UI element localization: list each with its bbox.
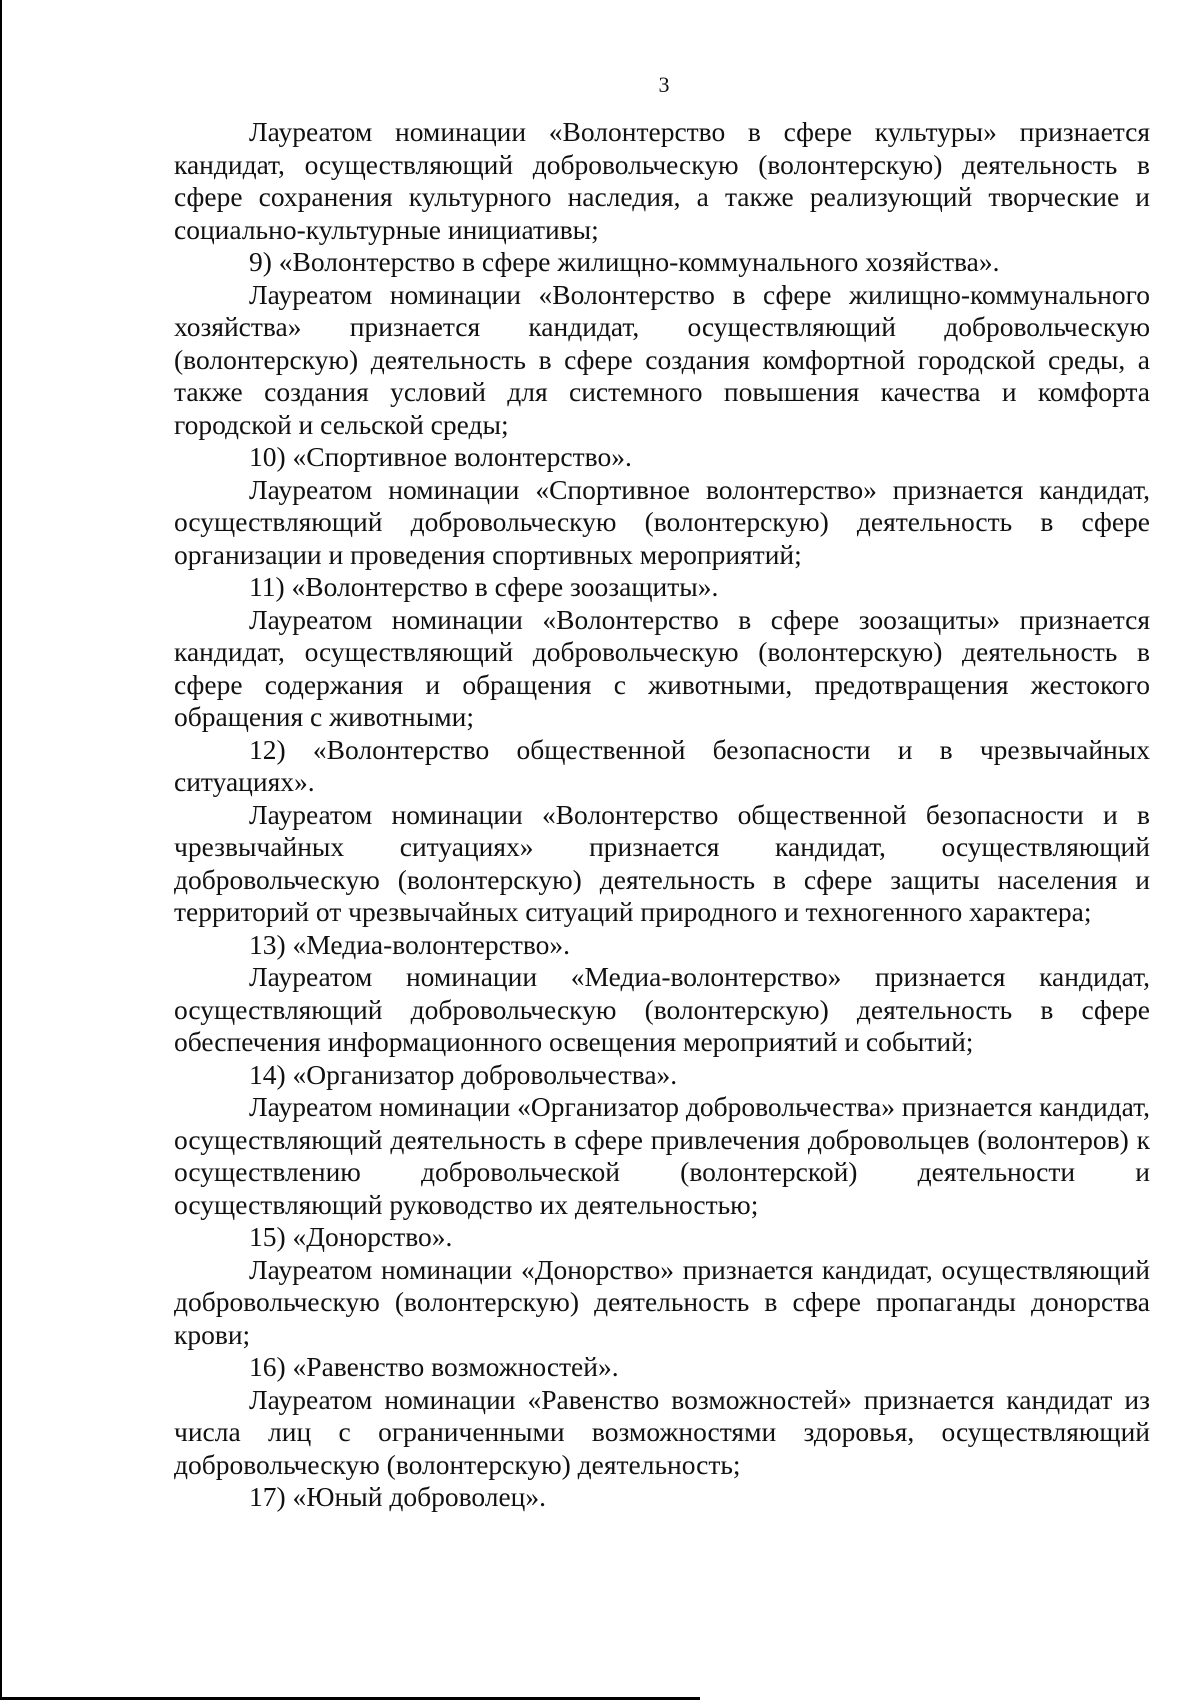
paragraph-public-safety-laureate: Лауреатом номинации «Волонтерство общественной безопасности и в чрезвычайных ситуациях» признается кандидат, осуществляющий добровольческую (волонтерскую) деятельность в сфере защиты населения и территорий от чрезвычайных ситуаций природного и техногенного характера;	[174, 798, 1150, 927]
page-number: 3	[658, 72, 670, 97]
item-15-donation: 15) «Донорство».	[249, 1221, 453, 1252]
paragraph-animal-protection-laureate: Лауреатом номинации «Волонтерство в сфере зоозащиты» признается кандидат, осуществляющий добровольческую (волонтерскую) деятельность в сфере содержания и обращения с животными, предотвращения жестокого обращения с животными;	[174, 603, 1150, 732]
item-12-public-safety: 12) «Волонтерство общественной безопасности и в чрезвычайных ситуациях».	[174, 733, 1150, 797]
item-16-equal-opportunities: 16) «Равенство возможностей».	[249, 1351, 619, 1382]
paragraph-culture-laureate: Лауреатом номинации «Волонтерство в сфере культуры» признается кандидат, осуществляющий добровольческую (волонтерскую) деятельность в сфере сохранения культурного наследия, а также реализующий творческие и социально-культурные инициативы;	[174, 116, 1150, 245]
item-14-organizer: 14) «Организатор добровольчества».	[249, 1058, 678, 1090]
paragraph-organizer-laureate: Лауреатом номинации «Организатор добровольчества» признается кандидат, осуществляющий деятельность в сфере привлечения добровольцев (волонтеров) к осуществлению добровольческой (волонтерской) деятельности и осуществляющий руководство их деятельностью;	[174, 1091, 1150, 1220]
page-left-edge	[0, 0, 2, 1700]
paragraph-media-laureate: Лауреатом номинации «Медиа-волонтерство» признается кандидат, осуществляющий добровольческую (волонтерскую) деятельность в сфере обеспечения информационного освещения мероприятий и событий;	[174, 961, 1150, 1057]
paragraph-donation-laureate: Лауреатом номинации «Донорство» признается кандидат, осуществляющий добровольческую (волонтерскую) деятельность в сфере пропаганды донорства крови;	[174, 1253, 1150, 1350]
item-13-media: 13) «Медиа-волонтерство».	[249, 928, 571, 960]
item-17-young-volunteer: 17) «Юный доброволец».	[249, 1481, 547, 1512]
paragraph-equal-opportunities-laureate: Лауреатом номинации «Равенство возможностей» признается кандидат из числа лиц с ограниченными возможностями здоровья, осуществляющий добровольческую (волонтерскую) деятельность;	[174, 1383, 1150, 1480]
item-9-housing: 9) «Волонтерство в сфере жилищно-коммунального хозяйства».	[249, 246, 1000, 277]
document-body	[174, 116, 1150, 1514]
paragraph-sport-laureate: Лауреатом номинации «Спортивное волонтерство» признается кандидат, осуществляющий добровольческую (волонтерскую) деятельность в сфере организации и проведения спортивных мероприятий;	[174, 473, 1150, 570]
paragraph-housing-laureate: Лауреатом номинации «Волонтерство в сфере жилищно-коммунального хозяйства» признается кандидат, осуществляющий добровольческую (волонтерскую) деятельность в сфере создания комфортной городской среды, а также создания условий для системного повышения качества и комфорта городской и сельской среды;	[174, 278, 1150, 440]
item-10-sport: 10) «Спортивное волонтерство».	[249, 441, 632, 472]
item-11-animal-protection: 11) «Волонтерство в сфере зоозащиты».	[249, 571, 719, 602]
